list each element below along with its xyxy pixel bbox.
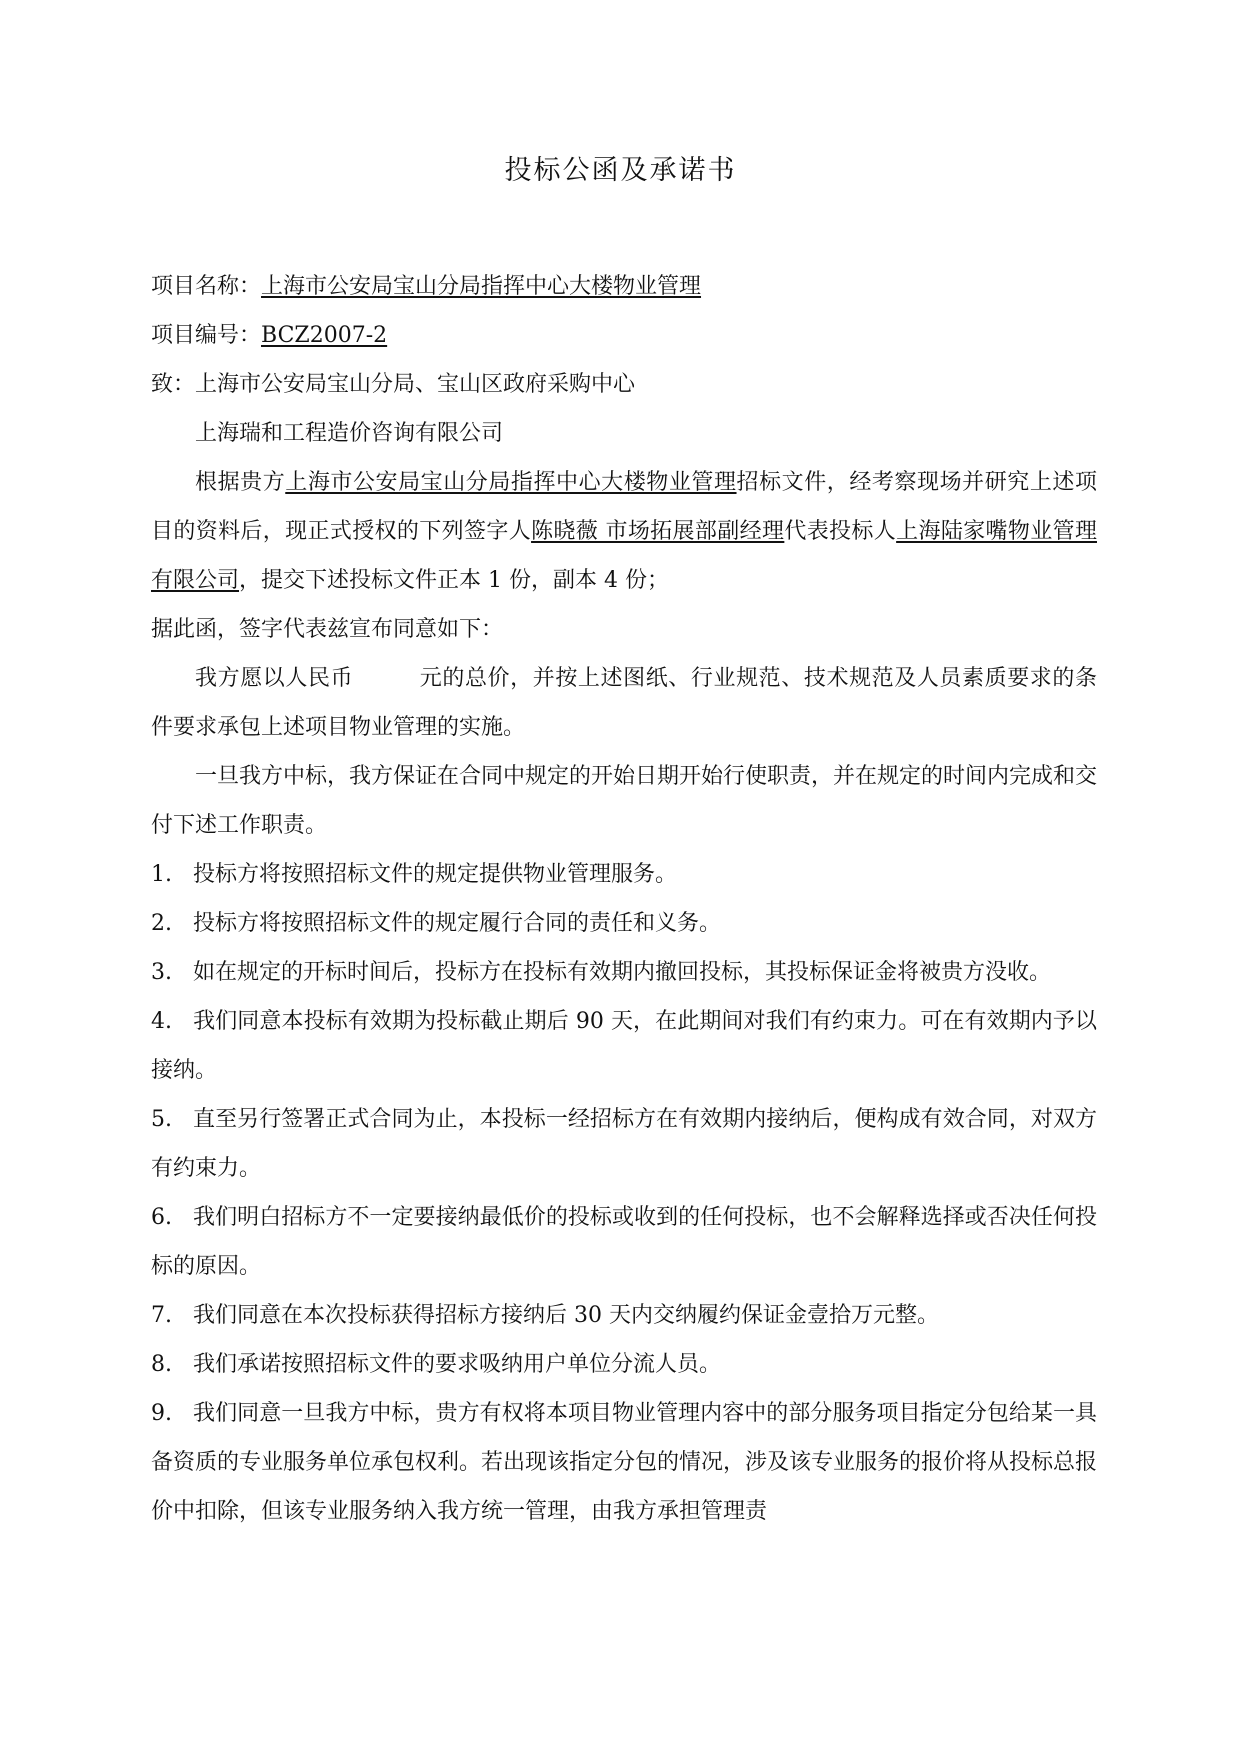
recipient-row [151, 360, 1097, 409]
project-no-label: 项目编号： [151, 323, 262, 348]
intro-project-name: 上海市公安局宝山分局指挥中心大楼物业管理 [285, 470, 737, 495]
price-text-after: 元的总价，并按上述图纸、行业规范、技术规范及人员素质要求的条件要求承包上述项目物业管理的实施。 [151, 666, 1097, 740]
document-title: 投标公函及承诺书 [504, 155, 737, 186]
list-item-number: 3. [151, 960, 172, 985]
list-item-text: 如在规定的开标时间后，投标方在投标有效期内撤回投标，其投标保证金将被贵方没收。 [193, 960, 1052, 985]
list-item-text: 投标方将按照招标文件的规定履行合同的责任和义务。 [193, 911, 722, 936]
list-item [151, 948, 1097, 997]
list-item-number: 5. [151, 1107, 172, 1132]
commit-paragraph: 一旦我方中标，我方保证在合同中规定的开始日期开始行使职责，并在规定的时间内完成和交付下述工作职责。 [151, 764, 1098, 838]
list-item-number: 1. [151, 862, 172, 887]
intro-paragraph [151, 458, 1097, 605]
list-item-number: 9. [151, 1401, 172, 1426]
recipient-label: 致： [151, 372, 196, 397]
list-item-text: 我们同意本投标有效期为投标截止期后 90 天，在此期间对我们有约束力。可在有效期内予以接纳。 [151, 1009, 1097, 1083]
list-item [151, 1291, 1097, 1340]
list-item-number: 7. [151, 1303, 172, 1328]
commitment-list [151, 850, 1097, 1536]
list-item-number: 2. [151, 911, 172, 936]
intro-text-4: ，提交下述投标文件正本 1 份，副本 4 份； [239, 568, 669, 593]
project-name-label: 项目名称： [151, 274, 262, 299]
list-item-text: 投标方将按照招标文件的规定提供物业管理服务。 [193, 862, 678, 887]
list-item-number: 4. [151, 1009, 172, 1034]
recipient-line-2: 上海瑞和工程造价咨询有限公司 [195, 421, 504, 446]
intro-bidder: 上海陆家嘴物业管理有限公司 [151, 519, 1097, 593]
recipient-line-1: 上海市公安局宝山分局、宝山区政府采购中心 [195, 372, 636, 397]
list-item [151, 1340, 1097, 1389]
price-text-before: 我方愿以人民币 [195, 666, 354, 691]
project-no-row [151, 311, 1097, 360]
project-name-row [151, 262, 1097, 311]
list-item [151, 1389, 1097, 1536]
list-item-text: 我们承诺按照招标文件的要求吸纳用户单位分流人员。 [193, 1352, 722, 1377]
price-paragraph [151, 654, 1097, 752]
list-item [151, 899, 1097, 948]
list-item [151, 1193, 1097, 1291]
intro-signer: 陈晓薇 市场拓展部副经理 [531, 519, 785, 544]
document-body [151, 262, 1097, 1536]
recipient-row-2 [151, 409, 1097, 458]
list-item-number: 6. [151, 1205, 172, 1230]
intro-text-2: 招标文件，经考察现场并研究上述项目的资料后，现正式授权的下列签字人 [151, 470, 1097, 544]
list-item [151, 850, 1097, 899]
list-item-text: 直至另行签署正式合同为止，本投标一经招标方在有效期内接纳后，便构成有效合同，对双方有约束力。 [151, 1107, 1097, 1181]
list-item [151, 1095, 1097, 1193]
list-item [151, 997, 1097, 1095]
intro-text-1: 根据贵方 [195, 470, 286, 495]
intro-text-3: 代表投标人 [784, 519, 897, 544]
list-item-text: 我们同意在本次投标获得招标方接纳后 30 天内交纳履约保证金壹拾万元整。 [193, 1303, 939, 1328]
project-name-value: 上海市公安局宝山分局指挥中心大楼物业管理 [261, 274, 702, 299]
list-item-number: 8. [151, 1352, 172, 1377]
declare-paragraph: 据此函，签字代表兹宣布同意如下： [151, 617, 504, 642]
list-item-text: 我们同意一旦我方中标，贵方有权将本项目物业管理内容中的部分服务项目指定分包给某一具备资质的专业服务单位承包权利。若出现该指定分包的情况，涉及该专业服务的报价将从投标总报价中扣除，但该专业服务纳入我方统一管理，由我方承担管理责 [151, 1401, 1098, 1524]
list-item-text: 我们明白招标方不一定要接纳最低价的投标或收到的任何投标，也不会解释选择或否决任何投标的原因。 [151, 1205, 1097, 1279]
project-no-value: BCZ2007-2 [261, 323, 388, 348]
